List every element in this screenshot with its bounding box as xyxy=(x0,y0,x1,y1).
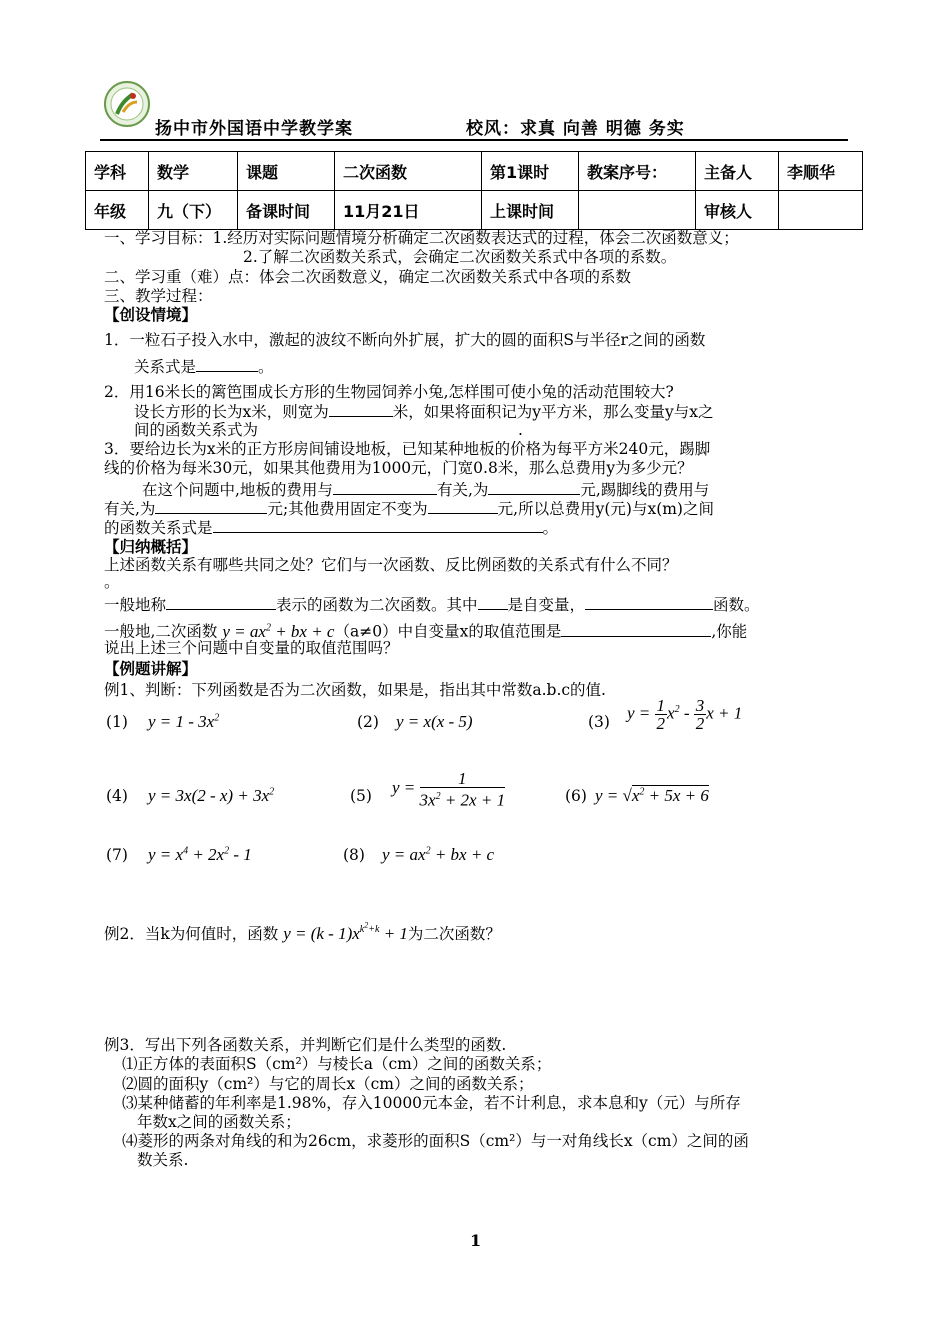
text: 是自变量， xyxy=(507,596,586,614)
text: 元,踢脚线的费用与 xyxy=(580,481,710,499)
lesson-info-table xyxy=(85,151,863,230)
formula-3: y = $\frac{1}{2}$ $x^2$ - $\frac{3}{2}$ x + 1 xyxy=(627,696,743,733)
item-label: (1) xyxy=(106,713,128,731)
item-label: (7) xyxy=(106,846,128,864)
table-cell: 学科 xyxy=(86,152,149,191)
text: 的函数关系式是 xyxy=(104,519,213,537)
text: 有关,为 xyxy=(436,481,489,499)
school-logo xyxy=(103,80,151,128)
question-1: 1．一粒石子投入水中，激起的波纹不断向外扩展，扩大的圆的面积S与半径r之间的函数 xyxy=(104,331,706,349)
text: 设长方形的长为x米，则宽为 xyxy=(134,403,329,421)
table-row xyxy=(86,191,863,230)
text: 表示的函数为二次函数。其中 xyxy=(276,596,478,614)
text: 一般地称 xyxy=(104,596,167,614)
table-row xyxy=(86,152,863,191)
formula-2: y = x(x - 5) xyxy=(396,712,473,731)
text: 元;其他费用固定不变为 xyxy=(267,500,428,518)
table-cell: 年级 xyxy=(86,191,149,230)
answer-blank xyxy=(333,480,437,495)
question-3: 3．要给边长为x米的正方形房间铺设地板，已知某种地板的价格为每平方米240元，踢脚 xyxy=(104,440,711,458)
text: . xyxy=(518,421,523,439)
answer-blank xyxy=(258,421,518,435)
example-3-item: ⑷菱形的两条对角线的和为26cm，求菱形的面积S（cm²）与一对角线长x（cm）之间的函 xyxy=(122,1132,749,1150)
example-2 xyxy=(104,916,501,944)
section-title: 【例题讲解】 xyxy=(104,659,198,678)
table-cell: 备课时间 xyxy=(238,191,335,230)
formula-5: y = $\frac{1}{3x^2 + 2x + 1}$ xyxy=(392,769,506,810)
definition-line xyxy=(104,595,760,615)
text: 例2．当k为何值时，函数 xyxy=(104,924,279,943)
table-cell xyxy=(779,191,863,230)
text: 为二次函数？ xyxy=(407,924,501,943)
item-label: (4) xyxy=(106,787,128,805)
answer-blank xyxy=(155,499,267,514)
text: 函数。 xyxy=(713,596,760,614)
page-number: 1 xyxy=(470,1231,482,1250)
table-cell: 李顺华 xyxy=(779,152,863,191)
question-2-cont xyxy=(134,421,523,440)
answer-blank xyxy=(196,357,258,372)
example-1: 例1、判断：下列函数是否为二次函数，如果是，指出其中常数a.b.c的值. xyxy=(104,681,606,699)
formula-1: $y = 1 - 3x^2$ xyxy=(148,712,220,731)
goal-line: 一、学习目标：1.经历对实际问题情境分析确定二次函数表达式的过程，体会二次函数意义； xyxy=(104,229,739,247)
table-cell: 11月21日 xyxy=(335,191,482,230)
answer-blank xyxy=(329,402,393,417)
table-cell: 第1课时 xyxy=(482,152,579,191)
question-3-cont xyxy=(104,518,558,538)
school-motto: 校风：求真 向善 明德 务实 xyxy=(466,119,685,139)
key-points: 二、学习重（难）点：体会二次函数意义，确定二次函数关系式中各项的系数 xyxy=(104,268,632,286)
goal-line: 2.了解二次函数关系式，会确定二次函数关系式中各项的系数。 xyxy=(243,248,677,266)
answer-blank xyxy=(428,499,498,514)
question-3-cont xyxy=(142,480,709,500)
question-2: 2．用16米长的篱笆围成长方形的生物园饲养小兔,怎样围可使小兔的活动范围较大? xyxy=(104,383,674,401)
item-label: (2) xyxy=(357,713,379,731)
question-3-cont: 线的价格为每米30元，如果其他费用为1000元，门宽0.8米，那么总费用y为多少元？ xyxy=(104,459,693,477)
example-3-item: ⑶某种储蓄的年利率是1.98%，存入10000元本金，若不计利息，求本息和y（元）与所存 xyxy=(122,1094,741,1112)
answer-blank xyxy=(166,595,276,610)
process-heading: 三、教学过程： xyxy=(104,287,213,305)
table-cell: 课题 xyxy=(238,152,335,191)
question-1-cont xyxy=(134,357,274,377)
table-cell: 数学 xyxy=(149,152,238,191)
table-cell xyxy=(579,191,696,230)
item-label: (6) xyxy=(565,787,587,805)
text: ,你能 xyxy=(711,622,748,641)
formula-example-2: $y = (k - 1)x^{k^2+k} + 1$ xyxy=(283,921,408,943)
text: 米，如果将面积记为y平方米，那么变量y与x之 xyxy=(392,403,714,421)
text: （a≠0）中自变量x的取值范围是 xyxy=(334,622,562,641)
table-cell: 审核人 xyxy=(696,191,779,230)
question-2-cont xyxy=(134,402,714,422)
table-cell: 九（下） xyxy=(149,191,238,230)
example-3-item: ⑵圆的面积y（cm²）与它的周长x（cm）之间的函数关系； xyxy=(122,1075,534,1093)
header-rule xyxy=(100,139,848,141)
section-title: 【归纳概括】 xyxy=(104,537,198,556)
item-label: (3) xyxy=(588,713,610,731)
summary-dot: 。 xyxy=(104,573,120,591)
answer-blank xyxy=(478,595,508,610)
answer-blank xyxy=(488,480,580,495)
text: 元,所以总费用y(元)与x(m)之间 xyxy=(497,500,714,518)
text: 。 xyxy=(542,519,559,537)
formula-8: $y = ax^2$ + bx + c xyxy=(382,845,495,864)
text: 。 xyxy=(258,358,274,376)
table-cell: 二次函数 xyxy=(335,152,482,191)
table-cell: 上课时间 xyxy=(482,191,579,230)
quadratic-formula: $y = ax^2$ + bx + c xyxy=(222,621,335,641)
item-label: (5) xyxy=(350,787,372,805)
example-3: 例3．写出下列各函数关系，并判断它们是什么类型的函数. xyxy=(104,1036,507,1054)
text: 有关,为 xyxy=(104,500,156,518)
formula-7: $y = x^4 + 2x^2 - 1$ xyxy=(148,845,252,864)
table-cell: 主备人 xyxy=(696,152,779,191)
example-3-item-cont: 数关系. xyxy=(137,1151,189,1169)
text: 关系式是 xyxy=(134,358,197,376)
table-cell: 教案序号： xyxy=(579,152,696,191)
example-3-item-cont: 年数x之间的函数关系； xyxy=(137,1113,301,1131)
school-title: 扬中市外国语中学教学案 xyxy=(155,119,353,139)
text: 一般地,二次函数 xyxy=(104,622,218,641)
summary-question: 上述函数关系有哪些共同之处？它们与一次函数、反比例函数的关系式有什么不同？ xyxy=(104,556,678,574)
section-title: 【创设情境】 xyxy=(104,305,198,324)
formula-4: $y = 3x(2 - x) + 3x^2$ xyxy=(148,786,275,805)
text: 在这个问题中,地板的费用与 xyxy=(142,481,333,499)
item-label: (8) xyxy=(343,846,365,864)
question-3-cont xyxy=(104,499,714,519)
answer-blank xyxy=(585,595,713,610)
formula-6: $y = √x^2 + 5x + 6$ xyxy=(595,786,709,805)
definition-line: 说出上述三个问题中自变量的取值范围吗？ xyxy=(104,639,399,657)
answer-blank xyxy=(561,622,711,637)
answer-blank xyxy=(213,518,543,533)
example-3-item: ⑴正方体的表面积S（cm²）与棱长a（cm）之间的函数关系； xyxy=(122,1055,552,1073)
text: 间的函数关系式为 xyxy=(134,421,259,439)
